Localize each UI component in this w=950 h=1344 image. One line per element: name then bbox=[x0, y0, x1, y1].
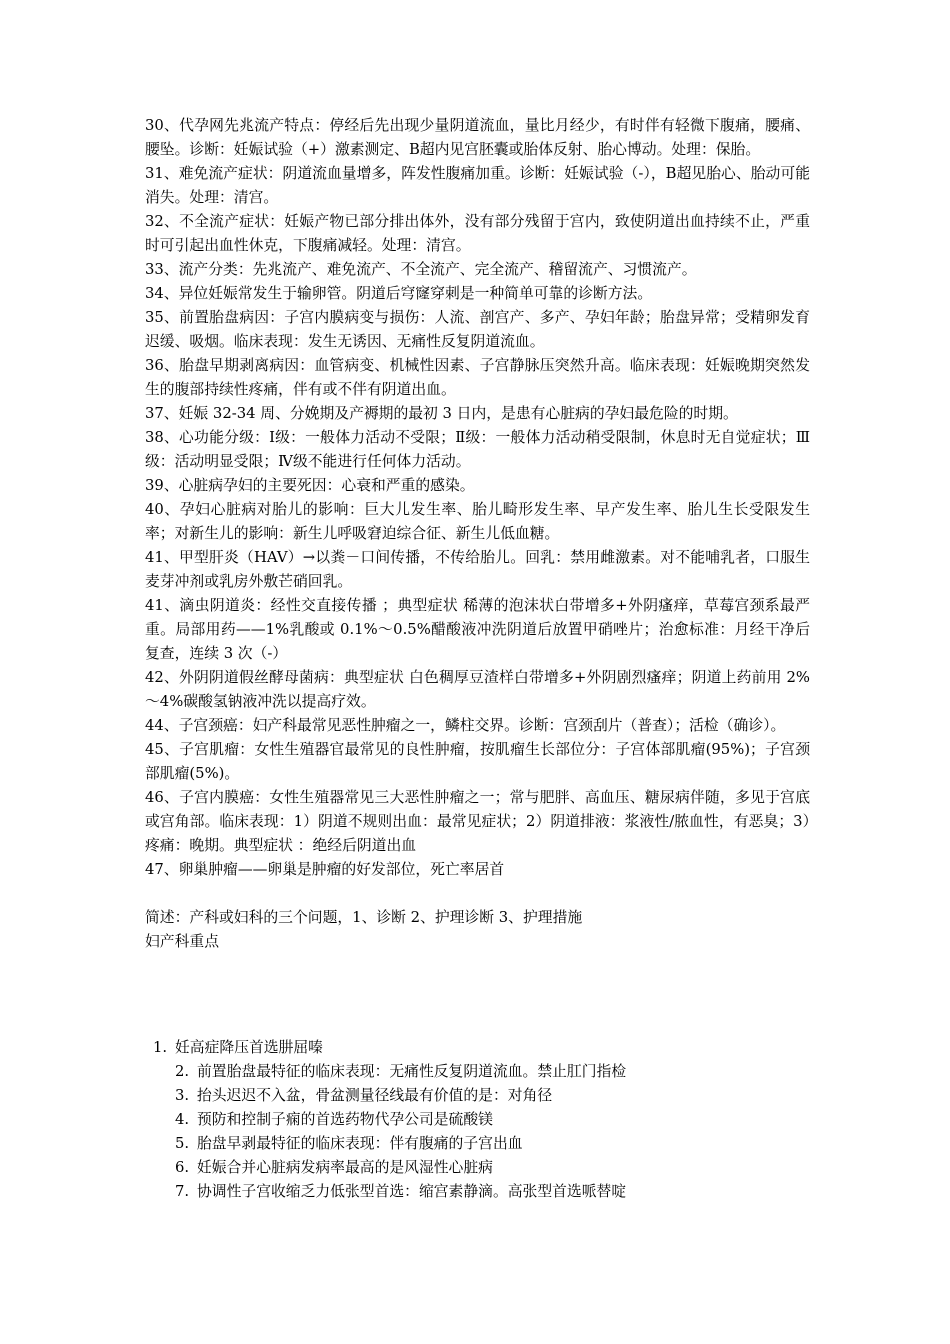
paragraph-40: 40、孕妇心脏病对胎儿的影响：巨大儿发生率、胎儿畸形发生率、早产发生率、胎儿生长受限发生率；对新生儿的影响：新生儿呼吸窘迫综合征、新生儿低血糖。 bbox=[145, 501, 810, 542]
list-item: 4. 预防和控制子痫的首选药物代孕公司是硫酸镁 bbox=[175, 1111, 493, 1128]
key-points-list bbox=[145, 1036, 825, 1204]
paragraph-30: 30、代孕网先兆流产特点：停经后先出现少量阴道流血，量比月经少，有时伴有轻微下腹痛，腰痛、腰坠。诊断：妊娠试验（+）激素测定、B超内见宫胚囊或胎体反射、胎心博动。处理：保胎。 bbox=[145, 117, 810, 158]
paragraph-41-hepatitis: 41、甲型肝炎（HAV）→以粪－口间传播，不传给胎儿。回乳：禁用雌激素。对不能哺乳者，口服生麦芽冲剂或乳房外敷芒硝回乳。 bbox=[145, 549, 810, 590]
list-item: 1. 妊高症降压首选肼屈嗪 bbox=[153, 1039, 323, 1056]
list-item: 5. 胎盘早剥最特征的临床表现：伴有腹痛的子宫出血 bbox=[175, 1135, 523, 1152]
document-body bbox=[145, 114, 810, 954]
paragraph-37: 37、妊娠 32-34 周、分娩期及产褥期的最初 3 日内，是患有心脏病的孕妇最危险的时期。 bbox=[145, 405, 738, 422]
blank-line bbox=[145, 882, 810, 906]
paragraph-36: 36、胎盘早期剥离病因：血管病变、机械性因素、子宫静脉压突然升高。临床表现：妊娠晚期突然发生的腹部持续性疼痛，伴有或不伴有阴道出血。 bbox=[145, 357, 810, 398]
paragraph-44: 44、子宫颈癌：妇产科最常见恶性肿瘤之一，鳞柱交界。诊断：宫颈刮片（普查）；活检（确诊）。 bbox=[145, 717, 786, 734]
paragraph-47: 47、卵巢肿瘤——卵巢是肿瘤的好发部位，死亡率居首 bbox=[145, 861, 505, 878]
paragraph-31: 31、难免流产症状：阴道流血量增多，阵发性腹痛加重。诊断：妊娠试验（-），B超见胎心、胎动可能消失。处理：清宫。 bbox=[145, 165, 810, 206]
list-item: 7. 协调性子宫收缩乏力低张型首选：缩宫素静滴。高张型首选哌替啶 bbox=[175, 1183, 627, 1200]
list-item: 3. 抬头迟迟不入盆，骨盆测量径线最有价值的是：对角径 bbox=[175, 1087, 553, 1104]
paragraph-33: 33、流产分类：先兆流产、难免流产、不全流产、完全流产、稽留流产、习惯流产。 bbox=[145, 261, 697, 278]
paragraph-42: 42、外阴阴道假丝酵母菌病：典型症状 白色稠厚豆渣样白带增多+外阴剧烈瘙痒；阴道上药前用 2%～4%碳酸氢钠液冲洗以提高疗效。 bbox=[145, 669, 810, 710]
summary-line: 简述：产科或妇科的三个问题，1、诊断 2、护理诊断 3、护理措施 bbox=[145, 909, 583, 926]
paragraph-45: 45、子宫肌瘤：女性生殖器官最常见的良性肿瘤，按肌瘤生长部位分：子宫体部肌瘤(95%)；子宫颈部肌瘤(5%)。 bbox=[145, 741, 810, 782]
paragraph-41-trichomonas: 41、滴虫阴道炎：经性交直接传播 ；典型症状 稀薄的泡沫状白带增多+外阴瘙痒，草莓宫颈系最严重。局部用药——1%乳酸或 0.1%～0.5%醋酸液冲洗阴道后放置甲硝唑片；治愈标准：月经干净后复查，连续 3 次（-） bbox=[145, 597, 810, 662]
section-title: 妇产科重点 bbox=[145, 933, 219, 950]
paragraph-38: 38、心功能分级：Ⅰ级：一般体力活动不受限；Ⅱ级：一般体力活动稍受限制，休息时无自觉症状；Ⅲ级：活动明显受限；Ⅳ级不能进行任何体力活动。 bbox=[145, 429, 810, 470]
paragraph-46: 46、子宫内膜癌：女性生殖器常见三大恶性肿瘤之一；常与肥胖、高血压、糖尿病伴随，多见于宫底或宫角部。临床表现：1）阴道不规则出血：最常见症状；2）阴道排液：浆液性/脓血性，有恶臭；3）疼痛：晚期。典型症状 ：绝经后阴道出血 bbox=[145, 789, 810, 854]
paragraph-35: 35、前置胎盘病因：子宫内膜病变与损伤：人流、剖宫产、多产、孕妇年龄；胎盘异常；受精卵发育迟缓、吸烟。临床表现：发生无诱因、无痛性反复阴道流血。 bbox=[145, 309, 810, 350]
paragraph-39: 39、心脏病孕妇的主要死因：心衰和严重的感染。 bbox=[145, 477, 475, 494]
list-item: 2. 前置胎盘最特征的临床表现：无痛性反复阴道流血。禁止肛门指检 bbox=[175, 1063, 627, 1080]
paragraph-32: 32、不全流产症状：妊娠产物已部分排出体外，没有部分残留于宫内，致使阴道出血持续不止，严重时可引起出血性休克，下腹痛减轻。处理：清宫。 bbox=[145, 213, 810, 254]
list-item: 6. 妊娠合并心脏病发病率最高的是风湿性心脏病 bbox=[175, 1159, 493, 1176]
paragraph-34: 34、异位妊娠常发生于输卵管。阴道后穹窿穿刺是一种简单可靠的诊断方法。 bbox=[145, 285, 653, 302]
